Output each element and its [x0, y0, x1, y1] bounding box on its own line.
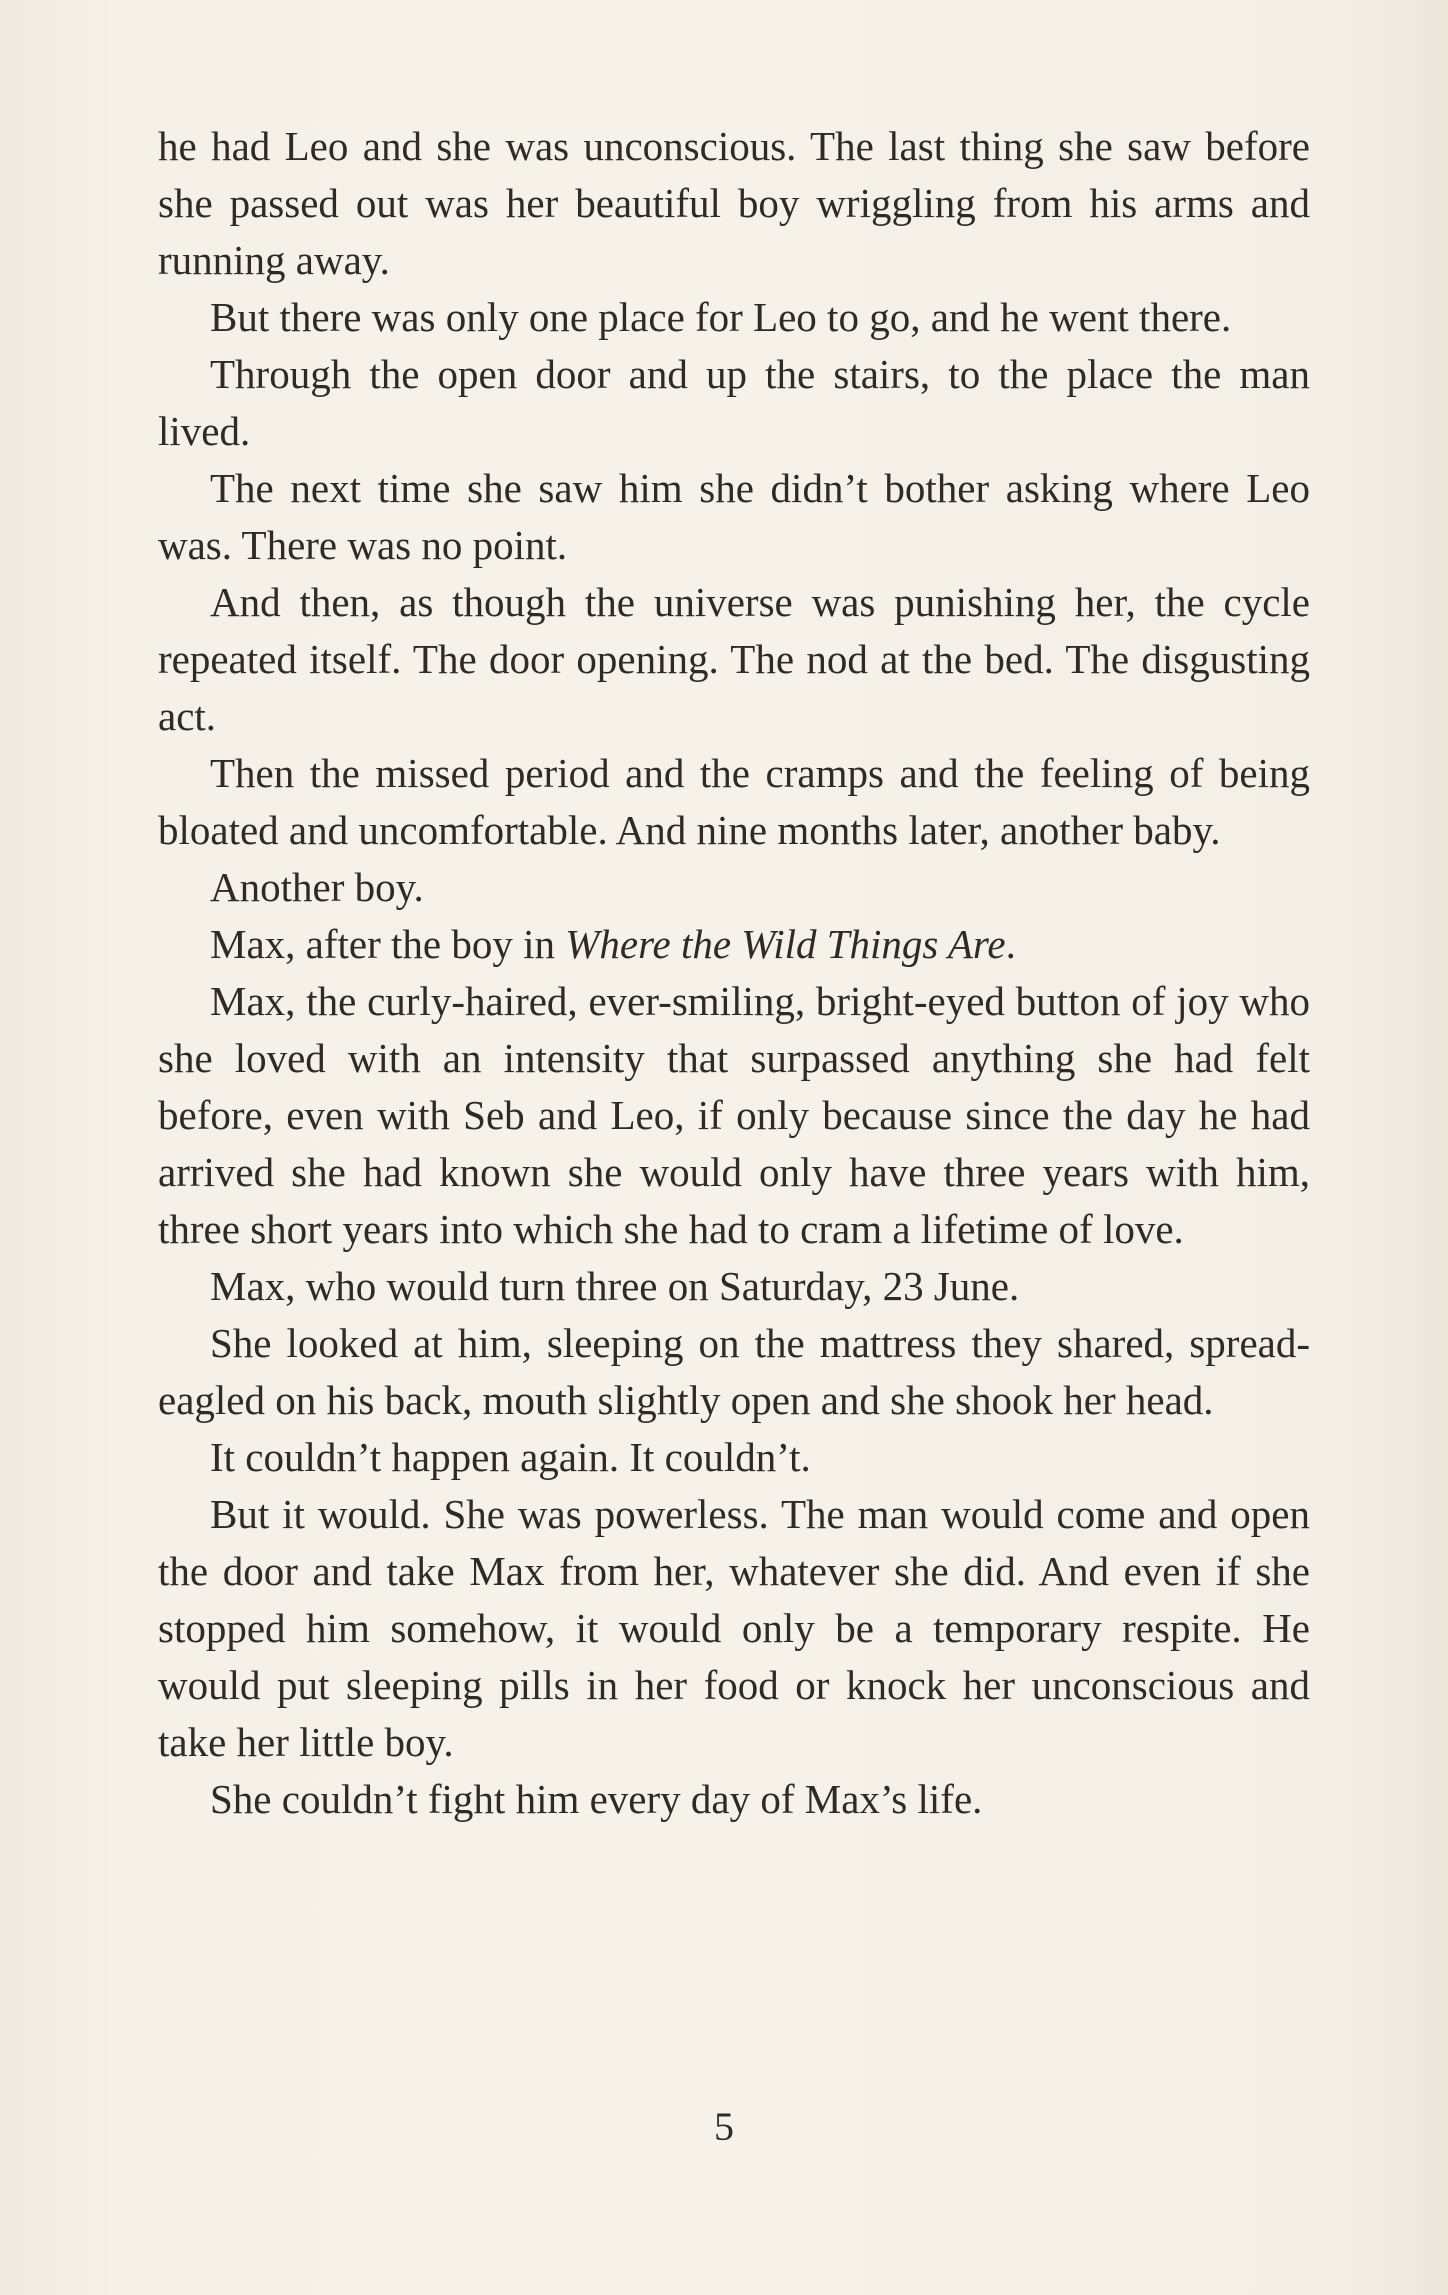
paragraph-text: Max, after the boy in [210, 921, 566, 967]
book-title: Where the Wild Things Are [565, 921, 1006, 967]
paragraph: Another boy. [210, 864, 424, 910]
paragraph: She looked at him, sleeping on the mattress they shared, spread-eagled on his back, mouth slightly open and she shook her head. [158, 1320, 1310, 1423]
paragraph: Through the open door and up the stairs, to the place the man lived. [158, 351, 1310, 454]
body-text [158, 118, 1310, 1828]
paragraph: She couldn’t fight him every day of Max’s life. [210, 1776, 983, 1822]
paragraph: The next time she saw him she didn’t bother asking where Leo was. There was no point. [158, 465, 1310, 568]
paragraph: But there was only one place for Leo to go, and he went there. [210, 294, 1232, 340]
paragraph: But it would. She was powerless. The man would come and open the door and take Max from her, whatever she did. And even if she stopped him somehow, it would only be a temporary respite. He would put sleeping pills in her food or knock her unconscious and take her little boy. [158, 1491, 1310, 1765]
paragraph: Max, who would turn three on Saturday, 23 June. [210, 1263, 1020, 1309]
paragraph-with-book-title [158, 916, 1310, 973]
paragraph: he had Leo and she was unconscious. The last thing she saw before she passed out was her beautiful boy wriggling from his arms and running away. [158, 123, 1310, 283]
page-number: 5 [714, 2104, 734, 2149]
paragraph: Then the missed period and the cramps and the feeling of being bloated and uncomfortable. And nine months later, another baby. [158, 750, 1310, 853]
paragraph: And then, as though the universe was punishing her, the cycle repeated itself. The door opening. The nod at the bed. The disgusting act. [158, 579, 1310, 739]
paragraph: Max, the curly-haired, ever-smiling, bright-eyed button of joy who she loved with an intensity that surpassed anything she had felt before, even with Seb and Leo, if only because since the day he had arrived she had known she would only have three years with him, three short years into which she had to cram a lifetime of love. [158, 978, 1310, 1252]
paragraph-text: . [1005, 921, 1016, 967]
paragraph: It couldn’t happen again. It couldn’t. [210, 1434, 811, 1480]
